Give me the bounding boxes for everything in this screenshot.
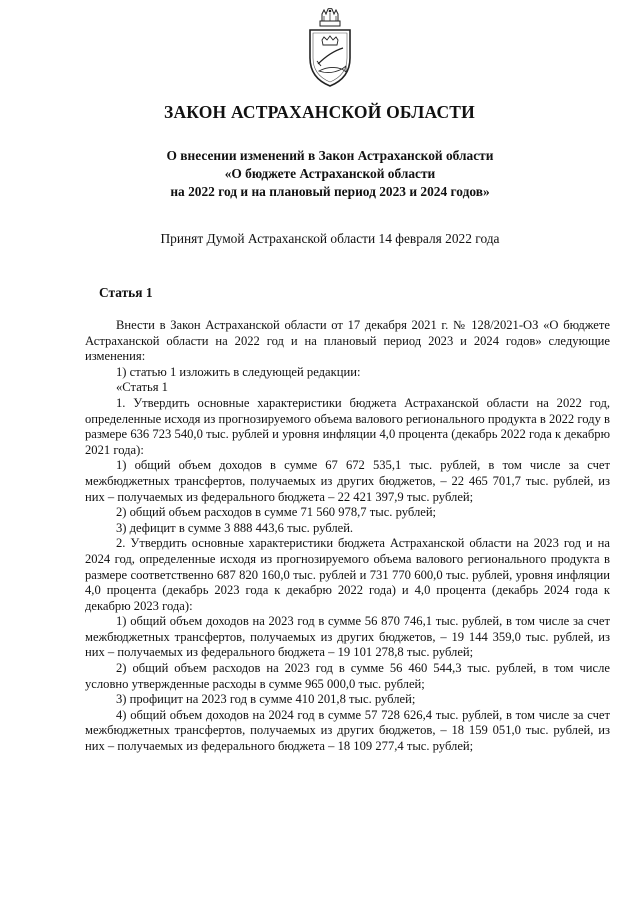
paragraph: 3) дефицит в сумме 3 888 443,6 тыс. рублей.: [116, 520, 354, 535]
subtitle-line: «О бюджете Астраханской области: [224, 166, 436, 181]
paragraph: 4) общий объем доходов на 2024 год в сумме 57 728 626,4 тыс. рублей, в том числе за счет межбюджетных трансфертов, получаемых из других бюджетов, – 18 159 051,0 тыс. рублей, из них – получаемых из федерального бюджета – 18 109 277,4 тыс. рублей;: [85, 707, 610, 754]
paragraph: 2. Утвердить основные характеристики бюджета Астраханской области на 2023 год и на 2024 год, определенные исходя из прогнозируемого объема валового регионального продукта в размере соответственно 687 820 160,0 тыс. рублей и 731 770 600,0 тыс. рублей, уровня инфляции 4,0 процента (декабрь 2023 года к декабрю 2022 года) и 4,0 процента (декабрь 2024 года к декабрю 2023 года):: [85, 536, 610, 613]
paragraph: 1. Утвердить основные характеристики бюджета Астраханской области на 2022 год, определенные исходя из прогнозируемого объема валового регионального продукта в 2022 году в размере 636 723 540,0 тыс. рублей и уровня инфляции 4,0 процента (декабрь 2022 года к декабрю 2021 года):: [85, 395, 610, 457]
paragraph: 2) общий объем расходов на 2023 год в сумме 56 460 544,3 тыс. рублей, в том числе условно утвержденные расходы в сумме 965 000,0 тыс. рублей;: [85, 661, 610, 691]
subtitle-line: О внесении изменений в Закон Астраханской области: [166, 148, 494, 163]
paragraph: 1) общий объем доходов на 2023 год в сумме 56 870 746,1 тыс. рублей, в том числе за счет межбюджетных трансфертов, получаемых из других бюджетов, – 19 144 359,0 тыс. рублей, из них – получаемых из федерального бюджета – 19 101 278,8 тыс. рублей;: [85, 614, 610, 660]
paragraph: Внести в Закон Астраханской области от 17 декабря 2021 г. № 128/2021-ОЗ «О бюджете Астраханской области на 2022 год и на плановый период 2023 и 2024 годов» следующие изменения:: [85, 318, 610, 364]
paragraph: 1) общий объем доходов в сумме 67 672 535,1 тыс. рублей, в том числе за счет межбюджетных трансфертов, получаемых из других бюджетов, – 22 465 701,7 тыс. рублей, из них – получаемых из федерального бюджета – 22 421 397,9 тыс. рублей;: [85, 458, 610, 504]
paragraph: 2) общий объем расходов в сумме 71 560 978,7 тыс. рублей;: [116, 505, 437, 520]
article-heading: Статья 1: [99, 285, 153, 300]
paragraph: «Статья 1: [116, 380, 168, 395]
astrakhan-coat-of-arms-icon: [300, 8, 360, 90]
law-subtitle: [60, 147, 600, 201]
paragraph: 3) профицит на 2023 год в сумме 410 201,8 тыс. рублей;: [116, 692, 416, 707]
law-title: ЗАКОН АСТРАХАНСКОЙ ОБЛАСТИ: [164, 102, 475, 122]
adoption-note: Принят Думой Астраханской области 14 февраля 2022 года: [160, 231, 500, 246]
subtitle-line: на 2022 год и на плановый период 2023 и 2024 годов»: [170, 184, 490, 199]
paragraph: 1) статью 1 изложить в следующей редакции:: [116, 364, 361, 379]
article-body: [85, 318, 610, 755]
